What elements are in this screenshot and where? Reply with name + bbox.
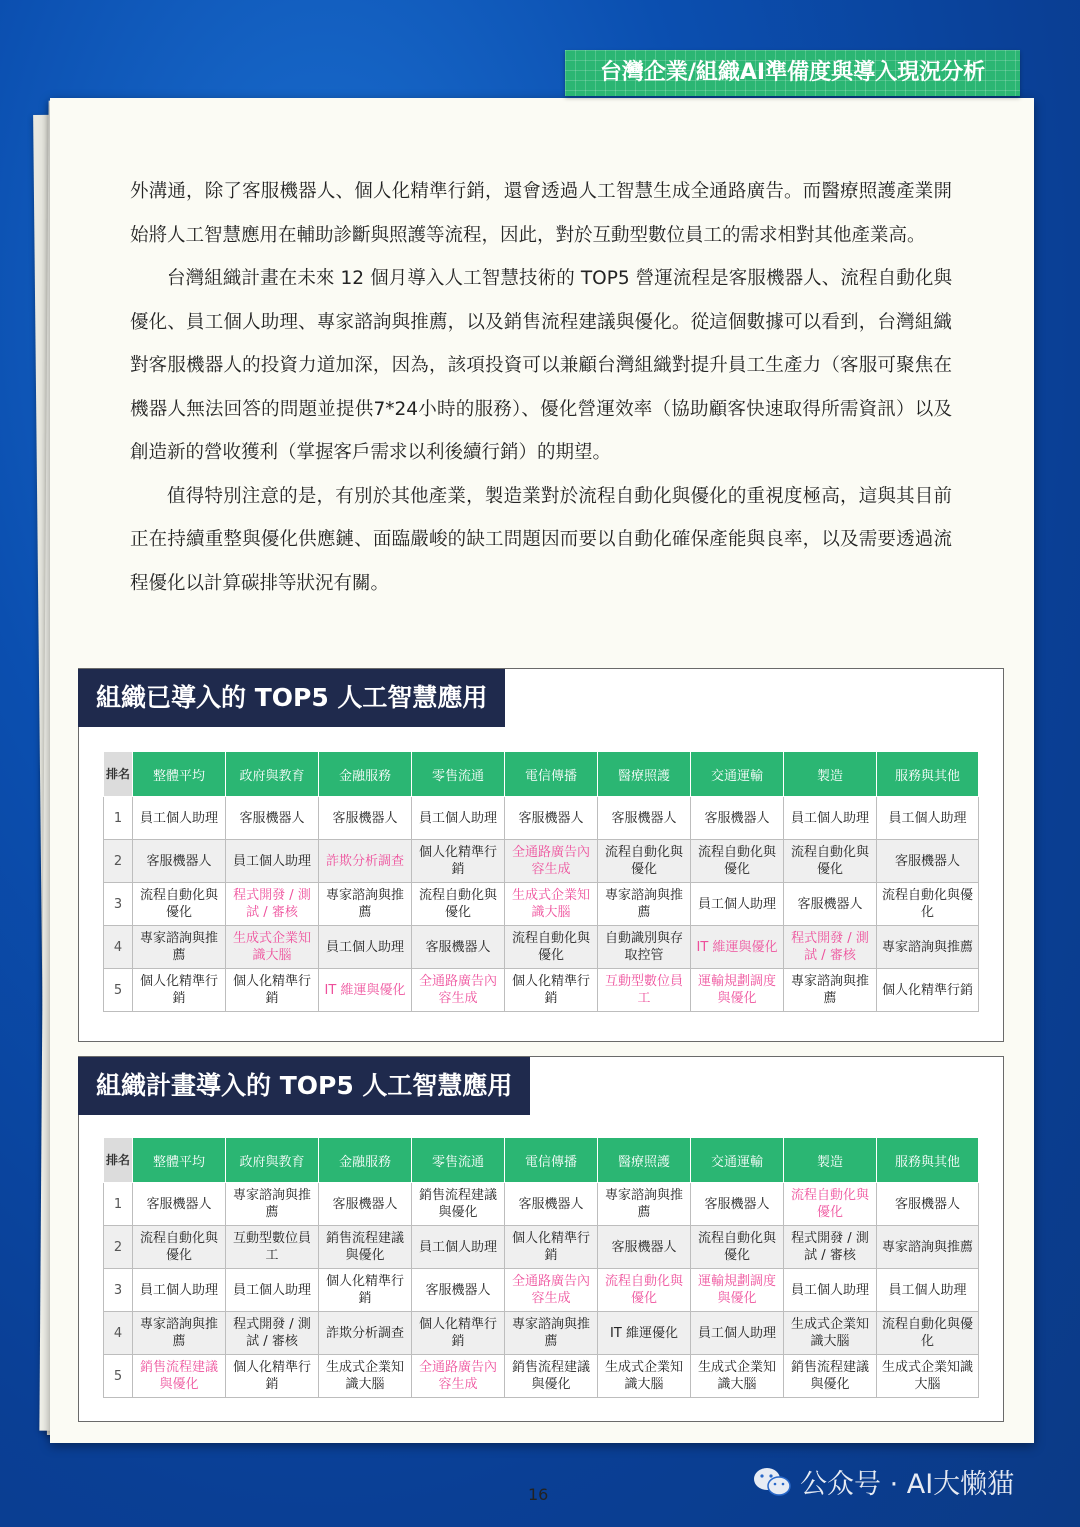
table-row (104, 840, 979, 883)
table-cell: 銷售流程建議與優化 (505, 1355, 598, 1398)
table-cell: 流程自動化與優化 (691, 1226, 784, 1269)
adopted-ai-table (103, 751, 979, 1012)
table-cell: 流程自動化與優化 (412, 883, 505, 926)
rank-number: 2 (104, 840, 133, 883)
table-header-row (104, 1138, 979, 1183)
table-cell: 員工個人助理 (877, 1269, 979, 1312)
rank-number: 3 (104, 883, 133, 926)
section-title-planned: 組織計畫導入的 TOP5 人工智慧應用 (78, 1057, 530, 1115)
table-row (104, 1269, 979, 1312)
table-cell: 專家諮詢與推薦 (598, 883, 691, 926)
table-cell: 員工個人助理 (784, 797, 877, 840)
paragraph: 外溝通，除了客服機器人、個人化精準行銷，還會透過人工智慧生成全通路廣告。而醫療照護產業開始將人工智慧應用在輔助診斷與照護等流程，因此，對於互動型數位員工的需求相對其他產業高。 (130, 181, 952, 246)
table-cell: 員工個人助理 (133, 797, 226, 840)
table-cell: 員工個人助理 (691, 883, 784, 926)
table-cell: 銷售流程建議與優化 (319, 1226, 412, 1269)
column-header: 零售流通 (412, 752, 505, 797)
table-cell: 專家諮詢與推薦 (226, 1183, 319, 1226)
watermark-text: 公众号 · AI大懒猫 (800, 1469, 1015, 1500)
rank-number: 4 (104, 926, 133, 969)
table-header-row (104, 752, 979, 797)
table-cell: 客服機器人 (598, 797, 691, 840)
rank-header: 排名 (104, 752, 133, 797)
table-cell: 個人化精準行銷 (319, 1269, 412, 1312)
table-cell: 生成式企業知識大腦 (598, 1355, 691, 1398)
column-header: 服務與其他 (877, 752, 979, 797)
table-cell: 客服機器人 (505, 797, 598, 840)
table-cell: 客服機器人 (133, 1183, 226, 1226)
table-cell: 客服機器人 (133, 840, 226, 883)
table-cell: 銷售流程建議與優化 (133, 1355, 226, 1398)
table-cell: 員工個人助理 (226, 840, 319, 883)
table-cell: 生成式企業知識大腦 (226, 926, 319, 969)
column-header: 交通運輸 (691, 1138, 784, 1183)
column-header: 醫療照護 (598, 752, 691, 797)
table-cell: 互動型數位員工 (598, 969, 691, 1012)
table-cell: 互動型數位員工 (226, 1226, 319, 1269)
table-cell: 銷售流程建議與優化 (412, 1183, 505, 1226)
page-number: 16 (528, 1485, 549, 1504)
table-cell: 流程自動化與優化 (133, 883, 226, 926)
table-cell: IT 維運優化 (598, 1312, 691, 1355)
rank-number: 2 (104, 1226, 133, 1269)
table-cell: 個人化精準行銷 (505, 1226, 598, 1269)
table-cell: 客服機器人 (877, 840, 979, 883)
table-cell: 個人化精準行銷 (226, 1355, 319, 1398)
table-cell: 運輸規劃調度與優化 (691, 969, 784, 1012)
table-cell: 專家諮詢與推薦 (598, 1183, 691, 1226)
table-cell: 個人化精準行銷 (505, 969, 598, 1012)
column-header: 政府與教育 (226, 752, 319, 797)
table-cell: 客服機器人 (877, 1183, 979, 1226)
table-cell: 個人化精準行銷 (412, 840, 505, 883)
table-row (104, 1226, 979, 1269)
table-cell: IT 維運與優化 (319, 969, 412, 1012)
body-text (130, 170, 952, 605)
table-cell: 全通路廣告內容生成 (412, 1355, 505, 1398)
column-header: 零售流通 (412, 1138, 505, 1183)
rank-header: 排名 (104, 1138, 133, 1183)
column-header: 電信傳播 (505, 1138, 598, 1183)
rank-number: 1 (104, 1183, 133, 1226)
table-cell: 專家諮詢與推薦 (133, 1312, 226, 1355)
table-cell: 全通路廣告內容生成 (505, 1269, 598, 1312)
column-header: 整體平均 (133, 1138, 226, 1183)
table-cell: 個人化精準行銷 (412, 1312, 505, 1355)
column-header: 整體平均 (133, 752, 226, 797)
table-cell: 程式開發 / 測試 / 審核 (226, 883, 319, 926)
planned-ai-table (103, 1137, 979, 1398)
table-cell: 流程自動化與優化 (505, 926, 598, 969)
table-cell: 流程自動化與優化 (877, 1312, 979, 1355)
table-cell: 專家諮詢與推薦 (505, 1312, 598, 1355)
table-cell: 專家諮詢與推薦 (877, 1226, 979, 1269)
table-row (104, 1183, 979, 1226)
table-cell: 客服機器人 (412, 1269, 505, 1312)
table-cell: 個人化精準行銷 (226, 969, 319, 1012)
table-cell: 生成式企業知識大腦 (319, 1355, 412, 1398)
header-banner: 台灣企業/組織AI準備度與導入現況分析 (565, 50, 1020, 96)
table-cell: 客服機器人 (319, 1183, 412, 1226)
paragraph: 值得特別注意的是，有別於其他產業，製造業對於流程自動化與優化的重視度極高，這與其目前正在持續重整與優化供應鏈、面臨嚴峻的缺工問題因而要以自動化確保產能與良率，以及需要透過流程優化以計算碳排等狀況有關。 (130, 485, 952, 594)
table-cell: 詐欺分析調查 (319, 1312, 412, 1355)
table-cell: 專家諮詢與推薦 (133, 926, 226, 969)
column-header: 醫療照護 (598, 1138, 691, 1183)
table-cell: 流程自動化與優化 (133, 1226, 226, 1269)
table-cell: 流程自動化與優化 (877, 883, 979, 926)
section-title-adopted: 組織已導入的 TOP5 人工智慧應用 (78, 669, 505, 727)
table-cell: 自動識別與存取控管 (598, 926, 691, 969)
column-header: 金融服務 (319, 752, 412, 797)
table-cell: 員工個人助理 (691, 1312, 784, 1355)
column-header: 政府與教育 (226, 1138, 319, 1183)
table-cell: 流程自動化與優化 (598, 1269, 691, 1312)
table-cell: 詐欺分析調查 (319, 840, 412, 883)
table-row (104, 1355, 979, 1398)
table-cell: 客服機器人 (691, 1183, 784, 1226)
column-header: 製造 (784, 1138, 877, 1183)
wechat-icon (752, 1465, 792, 1499)
table-row (104, 926, 979, 969)
table-cell: IT 維運與優化 (691, 926, 784, 969)
column-header: 交通運輸 (691, 752, 784, 797)
column-header: 服務與其他 (877, 1138, 979, 1183)
table-row (104, 797, 979, 840)
table-cell: 員工個人助理 (133, 1269, 226, 1312)
table-cell: 專家諮詢與推薦 (877, 926, 979, 969)
table-cell: 程式開發 / 測試 / 審核 (784, 1226, 877, 1269)
column-header: 電信傳播 (505, 752, 598, 797)
table-cell: 全通路廣告內容生成 (412, 969, 505, 1012)
table-cell: 程式開發 / 測試 / 審核 (226, 1312, 319, 1355)
table-cell: 客服機器人 (319, 797, 412, 840)
paragraph: 台灣組織計畫在未來 12 個月導入人工智慧技術的 TOP5 營運流程是客服機器人、流程自動化與優化、員工個人助理、專家諮詢與推薦，以及銷售流程建議與優化。從這個數據可以看到，台灣組織對客服機器人的投資力道加深，因為，該項投資可以兼顧台灣組織對提升員工生產力（客服可聚焦在機器人無法回答的問題並提供7*24小時的服務）、優化營運效率（協助顧客快速取得所需資訊）以及創造新的營收獲利（掌握客戶需求以利後續行銷）的期望。 (130, 268, 952, 463)
table-cell: 員工個人助理 (319, 926, 412, 969)
rank-number: 1 (104, 797, 133, 840)
table-cell: 流程自動化與優化 (784, 840, 877, 883)
table-cell: 客服機器人 (691, 797, 784, 840)
rank-number: 3 (104, 1269, 133, 1312)
table-cell: 客服機器人 (226, 797, 319, 840)
table-cell: 程式開發 / 測試 / 審核 (784, 926, 877, 969)
table-row (104, 1312, 979, 1355)
table-cell: 流程自動化與優化 (691, 840, 784, 883)
column-header: 金融服務 (319, 1138, 412, 1183)
table-cell: 客服機器人 (505, 1183, 598, 1226)
table-cell: 運輸規劃調度與優化 (691, 1269, 784, 1312)
table-cell: 銷售流程建議與優化 (784, 1355, 877, 1398)
table-cell: 流程自動化與優化 (784, 1183, 877, 1226)
table-cell: 生成式企業知識大腦 (691, 1355, 784, 1398)
rank-number: 4 (104, 1312, 133, 1355)
table-cell: 客服機器人 (598, 1226, 691, 1269)
table-cell: 生成式企業知識大腦 (505, 883, 598, 926)
table-cell: 客服機器人 (784, 883, 877, 926)
table-cell: 員工個人助理 (412, 1226, 505, 1269)
table-cell: 員工個人助理 (226, 1269, 319, 1312)
table-cell: 客服機器人 (412, 926, 505, 969)
table-cell: 流程自動化與優化 (598, 840, 691, 883)
rank-number: 5 (104, 969, 133, 1012)
rank-number: 5 (104, 1355, 133, 1398)
table-cell: 專家諮詢與推薦 (319, 883, 412, 926)
column-header: 製造 (784, 752, 877, 797)
table-cell: 個人化精準行銷 (133, 969, 226, 1012)
table-cell: 員工個人助理 (784, 1269, 877, 1312)
table-row (104, 883, 979, 926)
table-cell: 生成式企業知識大腦 (784, 1312, 877, 1355)
table-cell: 全通路廣告內容生成 (505, 840, 598, 883)
table-cell: 員工個人助理 (412, 797, 505, 840)
table-cell: 專家諮詢與推薦 (784, 969, 877, 1012)
watermark (752, 1462, 1014, 1501)
table-cell: 員工個人助理 (877, 797, 979, 840)
table-cell: 生成式企業知識大腦 (877, 1355, 979, 1398)
table-row (104, 969, 979, 1012)
table-cell: 個人化精準行銷 (877, 969, 979, 1012)
